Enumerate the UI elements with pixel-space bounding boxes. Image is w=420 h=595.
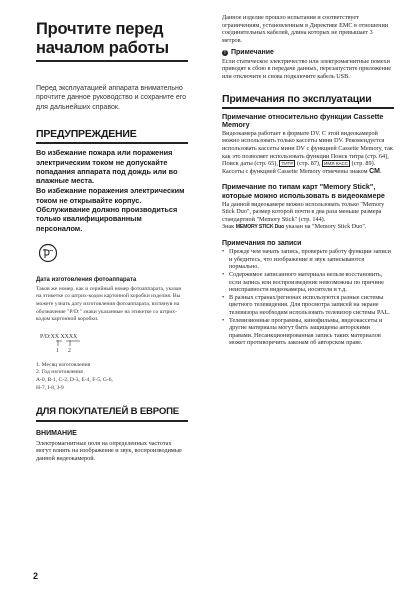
- rec-bullets: [222, 248, 394, 347]
- rec-heading: Примечания по записи: [222, 239, 302, 247]
- note-icon: !: [222, 50, 228, 56]
- warning-text-2: Во избежание поражения электрическим током не открывайте корпус. Обслуживание должно производиться только квалифицированным персоналом.: [36, 186, 185, 233]
- legend-2: 2. Год изготовления: [36, 369, 83, 376]
- title-line-1: Прочтите перед: [36, 20, 164, 38]
- cassette-mark-line: Кассеты с функцией Cassette Memory отмечены знаком CM.: [222, 167, 382, 175]
- date-section: [36, 276, 188, 324]
- right-column: [222, 14, 394, 347]
- ops-heading: Примечания по эксплуатации: [222, 92, 372, 105]
- date-code-num-1: 1: [56, 347, 59, 354]
- legend-3: A-0, B-1, C-2, D-3, E-4, F-5, G-6,: [36, 377, 113, 384]
- warning-section: [36, 128, 188, 233]
- europe-rule: [36, 420, 188, 422]
- note-heading: Примечание: [231, 49, 274, 57]
- list-item: • Содержимое записанного материала нельзя восстановить, если запись или воспроизведение невозможны по причине неисправности видеокамеры, носителя и т.д.: [222, 271, 394, 294]
- cassette-memory-logo: CM: [369, 167, 380, 175]
- attention-text: Электромагнитные поля на определенных частотах могут влиять на изображение и звук, воспроизводимые данной видеокамерой.: [36, 439, 182, 462]
- warning-text-1: Во избежание пожара или поражения электрическим током не допускайте попадания аппарата под дождь или во влажные места.: [36, 148, 178, 186]
- tape-name-icon: ИМЯ КАСС: [324, 161, 349, 167]
- cassette-text-end: (стр. 89).: [351, 160, 376, 168]
- page-number: 2: [33, 571, 39, 581]
- legend-4: H-7, I-8, J-9: [36, 384, 64, 391]
- memory-stick-duo-logo: MEMORY STICK Duo: [235, 224, 285, 231]
- warning-heading: ПРЕДУПРЕЖДЕНИЕ: [36, 128, 137, 141]
- date-code-label: P/D:XX XXXX: [40, 333, 78, 340]
- attention-heading: ВНИМАНИЕ: [36, 430, 77, 438]
- ops-rule: [222, 107, 394, 109]
- ms-heading: Примечание по типам карт "Memory Stick", которые можно использовать в видеокамере: [222, 182, 385, 200]
- cassette-text-main: Видеокамера работает в формате DV. С этой видеокамерой можно использовать только кассеты мини DV. Рекомендуется использовать кассеты мини DV с функцией Cassette Memory, так как это позволяет использовать функции Поиск титра (стр. 64), Поиск даты (стр. 65),: [222, 129, 393, 168]
- ms-sign-suffix: указан на "Memory Stick Duo".: [285, 223, 367, 231]
- ms-sign-line: [222, 223, 394, 232]
- cassette-mark-text: Кассеты с функцией Cassette Memory отмечены знаком: [222, 167, 368, 175]
- list-item: • Прежде чем начать запись, проверьте работу функции записи и убедитесь, что изображение и звук записываются нормально.: [222, 248, 394, 271]
- cassette-heading: Примечание относительно функции Cassette Memory: [222, 111, 384, 130]
- date-code-diagram: [36, 334, 188, 392]
- europe-section: [36, 406, 188, 462]
- title-line-2: началом работы: [36, 39, 169, 57]
- cassette-text-mid: (стр. 87),: [296, 160, 321, 168]
- page-title: [36, 20, 188, 58]
- list-item: • Телевизионные программы, кинофильмы, видеокассеты и другие материалы могут быть защищены авторскими правами. Несанкционированная запись таких материалов может противоречить законам об авторском праве.: [222, 317, 394, 347]
- ms-text: На данной видеокамере можно использовать только "Memory Stick Duo", размер которой почти в два раза меньше размера стандартной "Memory Stick" (стр. 144).: [222, 200, 385, 223]
- date-heading: Дата изготовления фотоаппарата: [36, 276, 137, 283]
- list-item: • В разных странах/регионах используются разные системы цветного телевидения. Для просмотра записей на экране телевизора необходим использовать телевизор системы PAL.: [222, 294, 394, 317]
- title-rule: [36, 60, 188, 62]
- note-heading-row: [222, 49, 394, 57]
- left-column: [36, 20, 188, 462]
- ops-section: [222, 93, 394, 109]
- date-text: Таков же номер, как и серийный номер фотоаппарата, указан на этикетке со штрих-кодом картонной коробки изделия. Вы можете узнать дату изготовления фотоаппарата, взглянув на обозначение "P/D:" знаки указанные на этикетке со штрих-кодом картонной коробки.: [36, 285, 182, 323]
- date-code-num-2: 2: [68, 347, 71, 354]
- emc-text: Данное изделие прошло испытания и соответствует ограничениям, установленным в Директиве EMC в отношении соединительных кабелей, длина которых не превышает 3 метров.: [222, 14, 389, 44]
- ms-sign-prefix: Знак: [222, 223, 235, 231]
- note-text: Если статическое электричество или электромагнитные помехи приводят к сбою в передаче данных, перезапустите приложение или отключите и снова подключите кабель USB.: [222, 57, 392, 80]
- intro-text: Перед эксплуатацией аппарата внимательно прочтите данное руководство и сохраните его для дальнейших справок.: [36, 85, 187, 111]
- europe-heading: ДЛЯ ПОКУПАТЕЛЕЙ В ЕВРОПЕ: [36, 406, 179, 418]
- legend-1: 1. Месяц изготовления: [36, 361, 91, 368]
- cassette-text: [222, 130, 394, 168]
- warning-rule: [36, 142, 188, 144]
- pct-certification-icon: [38, 243, 58, 263]
- title-icon: ТИТР: [281, 161, 294, 167]
